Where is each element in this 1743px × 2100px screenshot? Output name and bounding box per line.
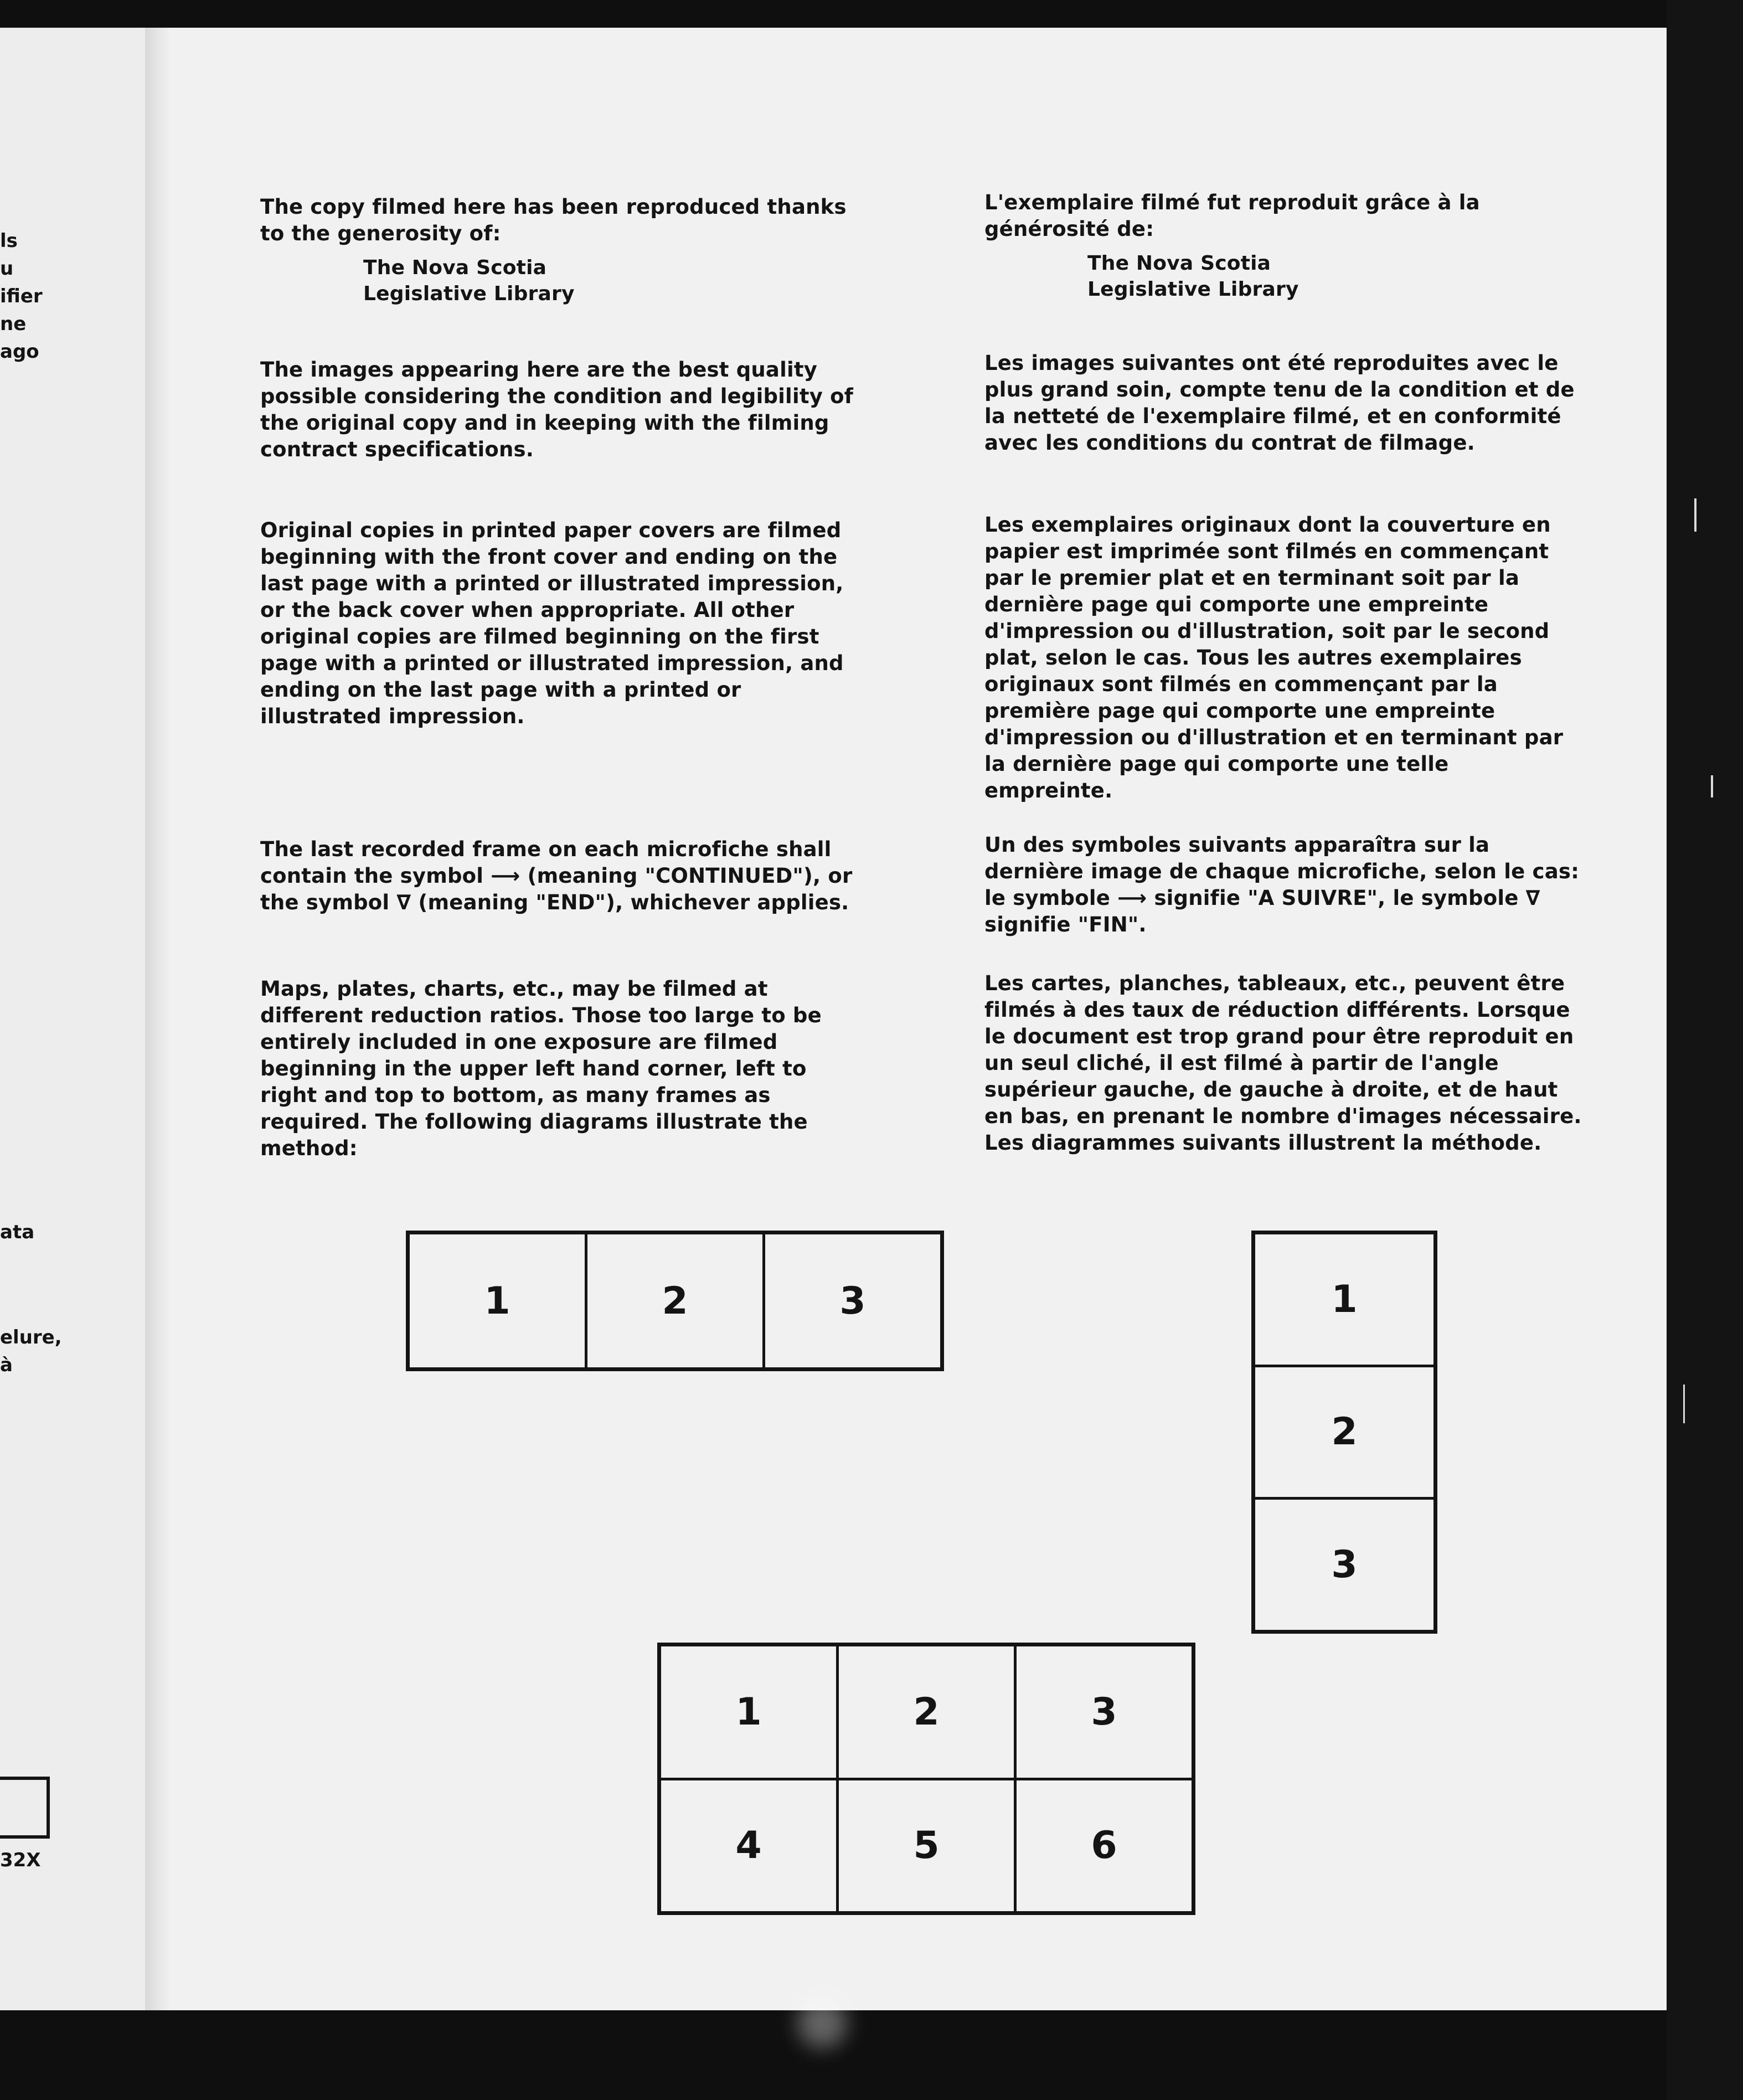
fragment-box — [0, 1777, 50, 1839]
fragment-text: ifier — [0, 285, 43, 307]
frame-cell: 6 — [1017, 1780, 1192, 1912]
frame-cell: 1 — [661, 1646, 836, 1778]
film-edge — [1667, 0, 1743, 2100]
previous-page-strip — [0, 28, 148, 2010]
frame-cell: 2 — [1255, 1367, 1433, 1497]
en-library-name-2: Legislative Library — [363, 282, 575, 305]
film-scratch — [1694, 498, 1696, 532]
fr-library-name-2: Legislative Library — [1087, 278, 1299, 301]
english-column — [260, 194, 864, 307]
frame-cell: 5 — [839, 1780, 1014, 1912]
fragment-text: ata — [0, 1221, 35, 1243]
fragment-text: ls — [0, 230, 18, 252]
film-scratch — [1711, 775, 1713, 797]
page-fold — [145, 28, 171, 2010]
frame-cell: 3 — [765, 1234, 940, 1367]
frame-cell: 1 — [410, 1234, 585, 1367]
frame-cell: 3 — [1017, 1646, 1192, 1778]
fragment-text: u — [0, 258, 14, 280]
fr-intro: L'exemplaire filmé fut reproduit grâce à la générosité de: — [984, 191, 1480, 241]
diagram-vertical-frames — [1251, 1231, 1437, 1634]
frame-cell: 1 — [1255, 1234, 1433, 1365]
reduction-ratio: 32X — [0, 1849, 41, 1871]
en-quality-paragraph: The images appearing here are the best quality possible considering the condition and legibility of the original copy and in keeping with the filming contract specifications. — [260, 358, 854, 461]
fr-quality-paragraph: Les images suivantes ont été reproduites avec le plus grand soin, compte tenu de la condition et de la netteté de l'exemplaire filmé, et en conformité avec les conditions du contrat de filmage. — [984, 351, 1575, 455]
fragment-text: à — [0, 1354, 13, 1376]
diagram-grid-frames — [657, 1643, 1195, 1915]
fr-library-name: The Nova Scotia — [1087, 252, 1271, 275]
french-column — [984, 189, 1582, 302]
fr-maps-paragraph: Les cartes, planches, tableaux, etc., peuvent être filmés à des taux de réduction différents. Lorsque le document est trop grand pour être reproduit en un seul cliché, il est filmé à partir de l'angle supérieur gauche, de gauche à droite, et de haut en bas, en prenant le nombre d'images nécessaire. Les diagrammes suivants illustrent la méthode. — [984, 971, 1582, 1155]
fr-originals-paragraph: Les exemplaires originaux dont la couverture en papier est imprimée sont filmés en commençant par le premier plat et en terminant soit par la dernière page qui comporte une empreinte d'impression ou d'illustration, soit par le second plat, selon le cas. Tous les autres exemplaires originaux sont filmés en commençant par la première page qui comporte une empreinte d'impression ou d'illustration et en terminant par la dernière page qui comporte une telle empreinte. — [984, 513, 1564, 802]
en-maps-paragraph: Maps, plates, charts, etc., may be filmed at different reduction ratios. Those too large to be entirely included in one exposure are filmed beginning in the upper left hand corner, left to right and top to bottom, as many frames as required. The following diagrams illustrate the method: — [260, 977, 822, 1160]
en-library-name: The Nova Scotia — [363, 256, 547, 279]
fragment-text: ne — [0, 313, 27, 335]
frame-cell: 3 — [1255, 1500, 1433, 1630]
en-originals-paragraph: Original copies in printed paper covers are filmed beginning with the front cover and ending on the last page with a printed or illustrated impression, or the back cover when appropriate. All other original copies are filmed beginning on the first page with a printed or illustrated impression, and ending on the last page with a printed or illustrated impression. — [260, 518, 844, 728]
light-flare — [797, 1998, 847, 2048]
film-scratch — [1683, 1384, 1685, 1423]
fr-symbols-paragraph: Un des symboles suivants apparaîtra sur la dernière image de chaque microfiche, selon le cas: le symbole ⟶ signifie "A SUIVRE", le symbole ∇ signifie "FIN". — [984, 833, 1580, 936]
fragment-text: elure, — [0, 1326, 62, 1348]
frame-cell: 2 — [587, 1234, 762, 1367]
frame-cell: 2 — [839, 1646, 1014, 1778]
en-symbols-paragraph: The last recorded frame on each microfiche shall contain the symbol ⟶ (meaning "CONTINUED"), or the symbol ∇ (meaning "END"), whichever applies. — [260, 837, 853, 914]
en-intro: The copy filmed here has been reproduced thanks to the generosity of: — [260, 195, 847, 245]
frame-cell: 4 — [661, 1780, 836, 1912]
diagram-horizontal-frames — [406, 1231, 944, 1371]
fragment-text: ago — [0, 341, 39, 363]
